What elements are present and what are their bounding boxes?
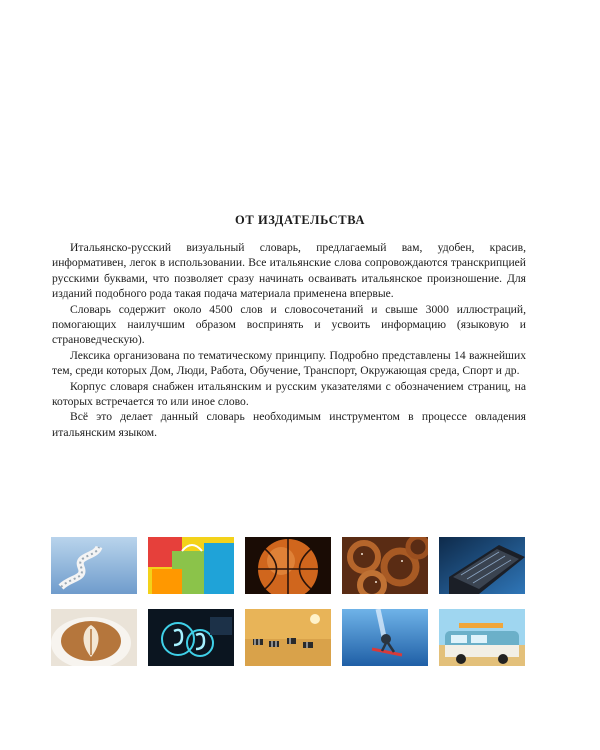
pretzels-photo — [342, 537, 428, 594]
car-dashboard-photo — [148, 609, 234, 666]
basketball-photo — [245, 537, 331, 594]
paragraph: Словарь содержит около 4500 слов и словосочетаний и свыше 3000 иллюстраций, помогающих наилучшим образом воспринять и усвоить информацию (языковую и страноведческую). — [52, 302, 526, 347]
paragraph: Лексика организована по тематическому принципу. Подробно представлены 14 важнейших тем, среди которых Дом, Люди, Работа, Обучение, Транспорт, Окружающая среда, Спорт и др. — [52, 348, 526, 378]
photo-strip-top — [51, 537, 525, 594]
page-title: ОТ ИЗДАТЕЛЬСТВА — [235, 213, 365, 227]
paragraph: Всё это делает данный словарь необходимым инструментом в процессе овладения итальянским языком. — [52, 410, 526, 439]
camper-van-photo — [439, 609, 525, 666]
preface-text — [52, 240, 526, 440]
shopping-bags-photo — [148, 537, 234, 594]
photo-strip-bottom — [51, 609, 525, 666]
laptop-photo — [439, 537, 525, 594]
paragraph: Корпус словаря снабжен итальянским и русским указателями с обозначением страниц, на которых встречается то или иное слово. — [52, 379, 526, 409]
spiral-staircase-photo — [51, 537, 137, 594]
paragraph: Итальянско-русский визуальный словарь, предлагаемый вам, удобен, красив, информативен, легок в использовании. Все итальянские слова сопровождаются транскрипцией русскими буквами, что позволяет сразу начинать осваивать итальянское произношение. Для изданий подобного рода такая подача материала применена впервые. — [52, 241, 526, 301]
savanna-zebras-photo — [245, 609, 331, 666]
cappuccino-photo — [51, 609, 137, 666]
snowboarder-photo — [342, 609, 428, 666]
